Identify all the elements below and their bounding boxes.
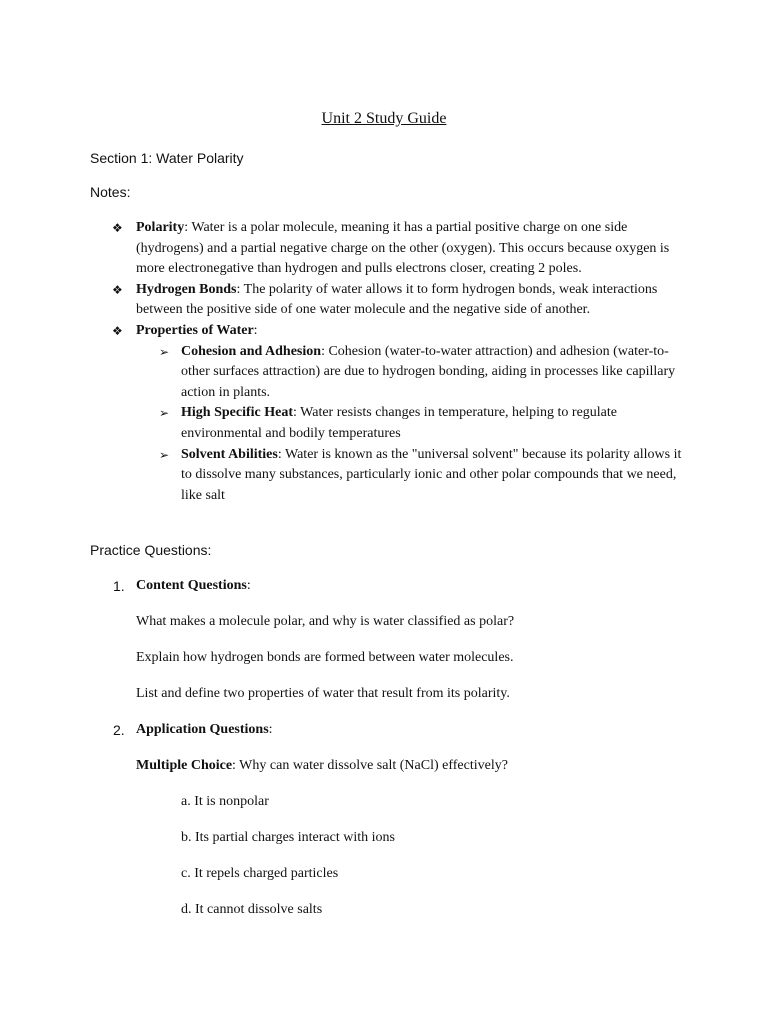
- note-text: : Water is a polar molecule, meaning it has a partial positive charge on one side (hydrogens) and a partial negative charge on the other (oxygen). This occurs because oxygen is more electronegative than hydrogen and pulls electrons closer, creating 2 poles.: [136, 220, 670, 277]
- question-heading-suffix: :: [246, 578, 251, 593]
- sub-item-text: : Water resists changes in temperature, helping to regulate environmental and bodily temperatures: [181, 405, 618, 441]
- diamond-bullet-icon: ❖: [112, 282, 123, 297]
- arrow-bullet-icon: ➢: [159, 447, 170, 462]
- question-heading-term: Content Questions: [136, 578, 247, 593]
- note-text: :: [253, 322, 258, 338]
- question-heading-term: Application Questions: [136, 722, 269, 737]
- question-number: 1.: [113, 578, 125, 594]
- answer-choice-c: c. It repels charged particles: [181, 866, 339, 881]
- multiple-choice-text: : Why can water dissolve salt (NaCl) effectively?: [232, 758, 508, 773]
- note-text: : The polarity of water allows it to form hydrogen bonds, weak interactions between the positive side of one water molecule and the negative side of another.: [136, 281, 658, 318]
- question-heading-suffix: :: [268, 722, 273, 737]
- note-term: Polarity: [136, 220, 185, 235]
- notes-list: [90, 218, 690, 506]
- page-title: Unit 2 Study Guide: [321, 110, 447, 127]
- sub-item-specific-heat: [136, 403, 690, 444]
- sub-item-term: Cohesion and Adhesion: [181, 343, 322, 359]
- question-line: List and define two properties of water that result from its polarity.: [136, 686, 510, 701]
- diamond-bullet-icon: ❖: [112, 221, 123, 235]
- sub-item-text: : Water is known as the "universal solvent" because its polarity allows it to dissolve many substances, particularly ionic and other polar compounds that we need, like salt: [181, 446, 682, 503]
- section-heading: Section 1: Water Polarity: [90, 150, 244, 166]
- multiple-choice-term: Multiple Choice: [136, 758, 233, 773]
- answer-choice-b: b. Its partial charges interact with ions: [181, 830, 395, 845]
- question-heading: [136, 578, 251, 594]
- note-properties-of-water: [90, 321, 690, 506]
- note-term: Properties of Water: [136, 322, 254, 338]
- practice-questions-label: Practice Questions:: [90, 542, 212, 558]
- arrow-bullet-icon: ➢: [159, 406, 170, 421]
- note-polarity: [90, 218, 690, 280]
- arrow-bullet-icon: ➢: [159, 344, 170, 359]
- sub-item-text: : Cohesion (water-to-water attraction) and adhesion (water-to-other surfaces attraction) are due to hydrogen bonding, aiding in processes like capillary action in plants.: [181, 343, 676, 400]
- note-hydrogen-bonds: [90, 280, 690, 321]
- notes-label: Notes:: [90, 184, 131, 200]
- sub-item-term: High Specific Heat: [181, 405, 293, 421]
- question-line: What makes a molecule polar, and why is water classified as polar?: [136, 614, 515, 629]
- answer-choice-d: d. It cannot dissolve salts: [181, 902, 323, 917]
- question-number: 2.: [113, 722, 125, 738]
- sub-item-cohesion-adhesion: [136, 342, 690, 404]
- sub-item-solvent-abilities: [136, 445, 690, 507]
- sub-item-term: Solvent Abilities: [181, 446, 278, 462]
- diamond-bullet-icon: ❖: [112, 323, 123, 338]
- note-term: Hydrogen Bonds: [136, 281, 237, 297]
- question-line: Explain how hydrogen bonds are formed between water molecules.: [136, 650, 514, 665]
- multiple-choice-prompt: [136, 758, 508, 774]
- properties-sublist: [136, 342, 690, 507]
- answer-choice-a: a. It is nonpolar: [181, 794, 269, 809]
- question-heading: [136, 722, 273, 738]
